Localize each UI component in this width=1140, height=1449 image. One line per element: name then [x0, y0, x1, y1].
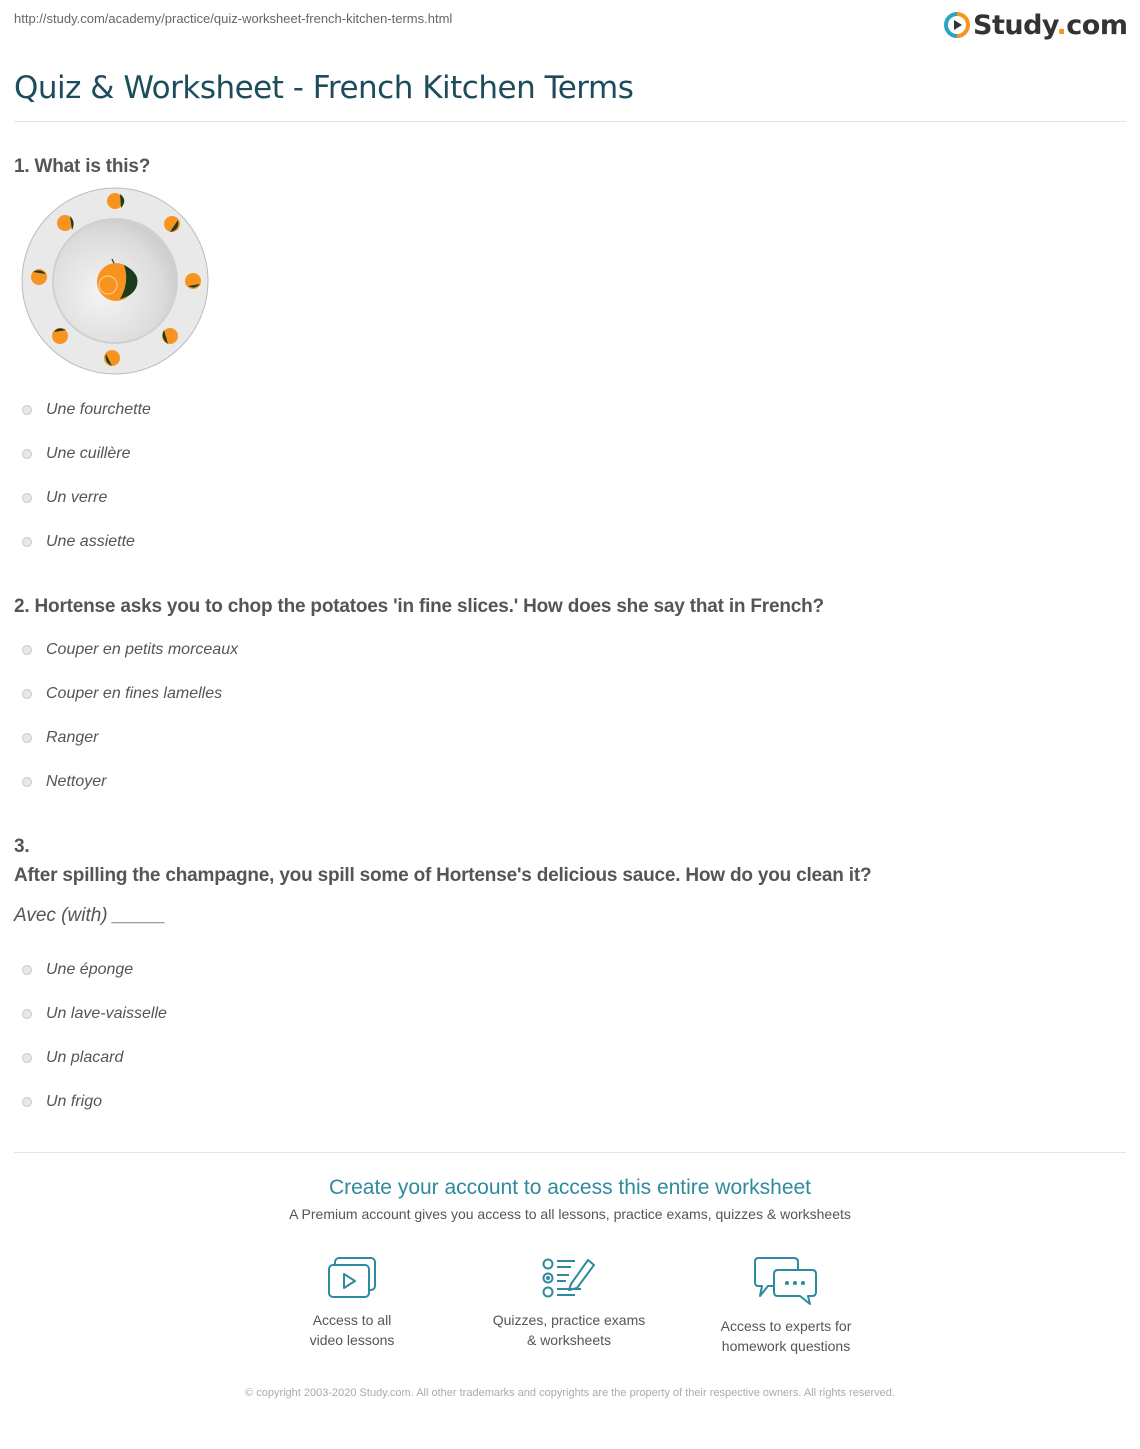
q1-option-4[interactable] — [22, 531, 135, 553]
q1-option-3[interactable] — [22, 487, 107, 509]
option-label: Couper en petits morceaux — [46, 641, 239, 658]
logo-name: Study — [973, 9, 1057, 41]
cta-title[interactable]: Create your account to access this entire worksheet — [328, 1176, 812, 1199]
page-title: Quiz & Worksheet - French Kitchen Terms — [14, 70, 634, 106]
q1-option-2[interactable] — [22, 443, 130, 465]
option-label: Un lave-vaisselle — [46, 1005, 167, 1022]
title-divider — [14, 121, 1126, 122]
question-1-text: 1. What is this? — [14, 156, 151, 177]
option-label: Un frigo — [46, 1093, 103, 1110]
q3-option-1[interactable] — [22, 959, 133, 981]
q3-option-4[interactable] — [22, 1091, 102, 1113]
option-label: Ranger — [46, 729, 99, 746]
feature-quizzes — [469, 1256, 669, 1350]
cta-divider — [14, 1152, 1126, 1153]
play-ring-icon — [944, 12, 970, 38]
radio-button[interactable] — [22, 689, 32, 699]
feature-video-lessons — [252, 1256, 452, 1350]
radio-button[interactable] — [22, 965, 32, 975]
option-label: Un placard — [46, 1049, 124, 1066]
question-3-subtext: Avec (with) _____ — [14, 905, 166, 926]
feature-experts — [686, 1256, 886, 1356]
feature-line2: & worksheets — [526, 1332, 612, 1348]
radio-button[interactable] — [22, 777, 32, 787]
chat-bubbles-icon — [754, 1256, 818, 1306]
video-lessons-icon — [326, 1256, 378, 1300]
q1-option-1[interactable] — [22, 399, 151, 421]
option-label: Une éponge — [46, 961, 134, 978]
radio-button[interactable] — [22, 1009, 32, 1019]
radio-button[interactable] — [22, 405, 32, 415]
logo-dot: . — [1056, 9, 1067, 41]
question-3-text: After spilling the champagne, you spill some of Hortense's delicious sauce. How do you clean it? — [14, 865, 872, 886]
feature-line1: Quizzes, practice exams — [492, 1312, 646, 1328]
feature-line1: Access to all — [312, 1312, 392, 1328]
q2-option-2[interactable] — [22, 683, 222, 705]
radio-button[interactable] — [22, 1097, 32, 1107]
page-url: http://study.com/academy/practice/quiz-worksheet-french-kitchen-terms.html — [14, 11, 453, 26]
radio-button[interactable] — [22, 449, 32, 459]
option-label: Une assiette — [46, 533, 135, 550]
feature-line1: Access to experts for — [720, 1318, 852, 1334]
question-3-number: 3. — [14, 836, 30, 857]
q3-option-3[interactable] — [22, 1047, 123, 1069]
q2-option-1[interactable] — [22, 639, 238, 661]
q3-option-2[interactable] — [22, 1003, 167, 1025]
feature-line2: homework questions — [721, 1338, 851, 1354]
plate-with-oranges-image — [20, 186, 210, 376]
option-label: Une cuillère — [46, 445, 131, 462]
radio-button[interactable] — [22, 537, 32, 547]
option-label: Nettoyer — [46, 773, 107, 790]
feature-line2: video lessons — [309, 1332, 395, 1348]
study-com-logo[interactable] — [944, 8, 1128, 42]
logo-tld: com — [1066, 9, 1128, 41]
cta-subtitle: A Premium account gives you access to all lessons, practice exams, quizzes & worksheets — [289, 1206, 851, 1222]
quiz-checklist-icon — [541, 1256, 597, 1300]
radio-button[interactable] — [22, 733, 32, 743]
option-label: Une fourchette — [46, 401, 151, 418]
radio-button[interactable] — [22, 645, 32, 655]
q2-option-4[interactable] — [22, 771, 106, 793]
option-label: Un verre — [46, 489, 108, 506]
question-2-text: 2. Hortense asks you to chop the potatoes 'in fine slices.' How does she say that in French? — [14, 596, 824, 617]
radio-button[interactable] — [22, 493, 32, 503]
radio-button[interactable] — [22, 1053, 32, 1063]
copyright-footer: © copyright 2003-2020 Study.com. All other trademarks and copyrights are the property of their respective owners. All rights reserved. — [245, 1387, 895, 1399]
q2-option-3[interactable] — [22, 727, 98, 749]
option-label: Couper en fines lamelles — [46, 685, 223, 702]
